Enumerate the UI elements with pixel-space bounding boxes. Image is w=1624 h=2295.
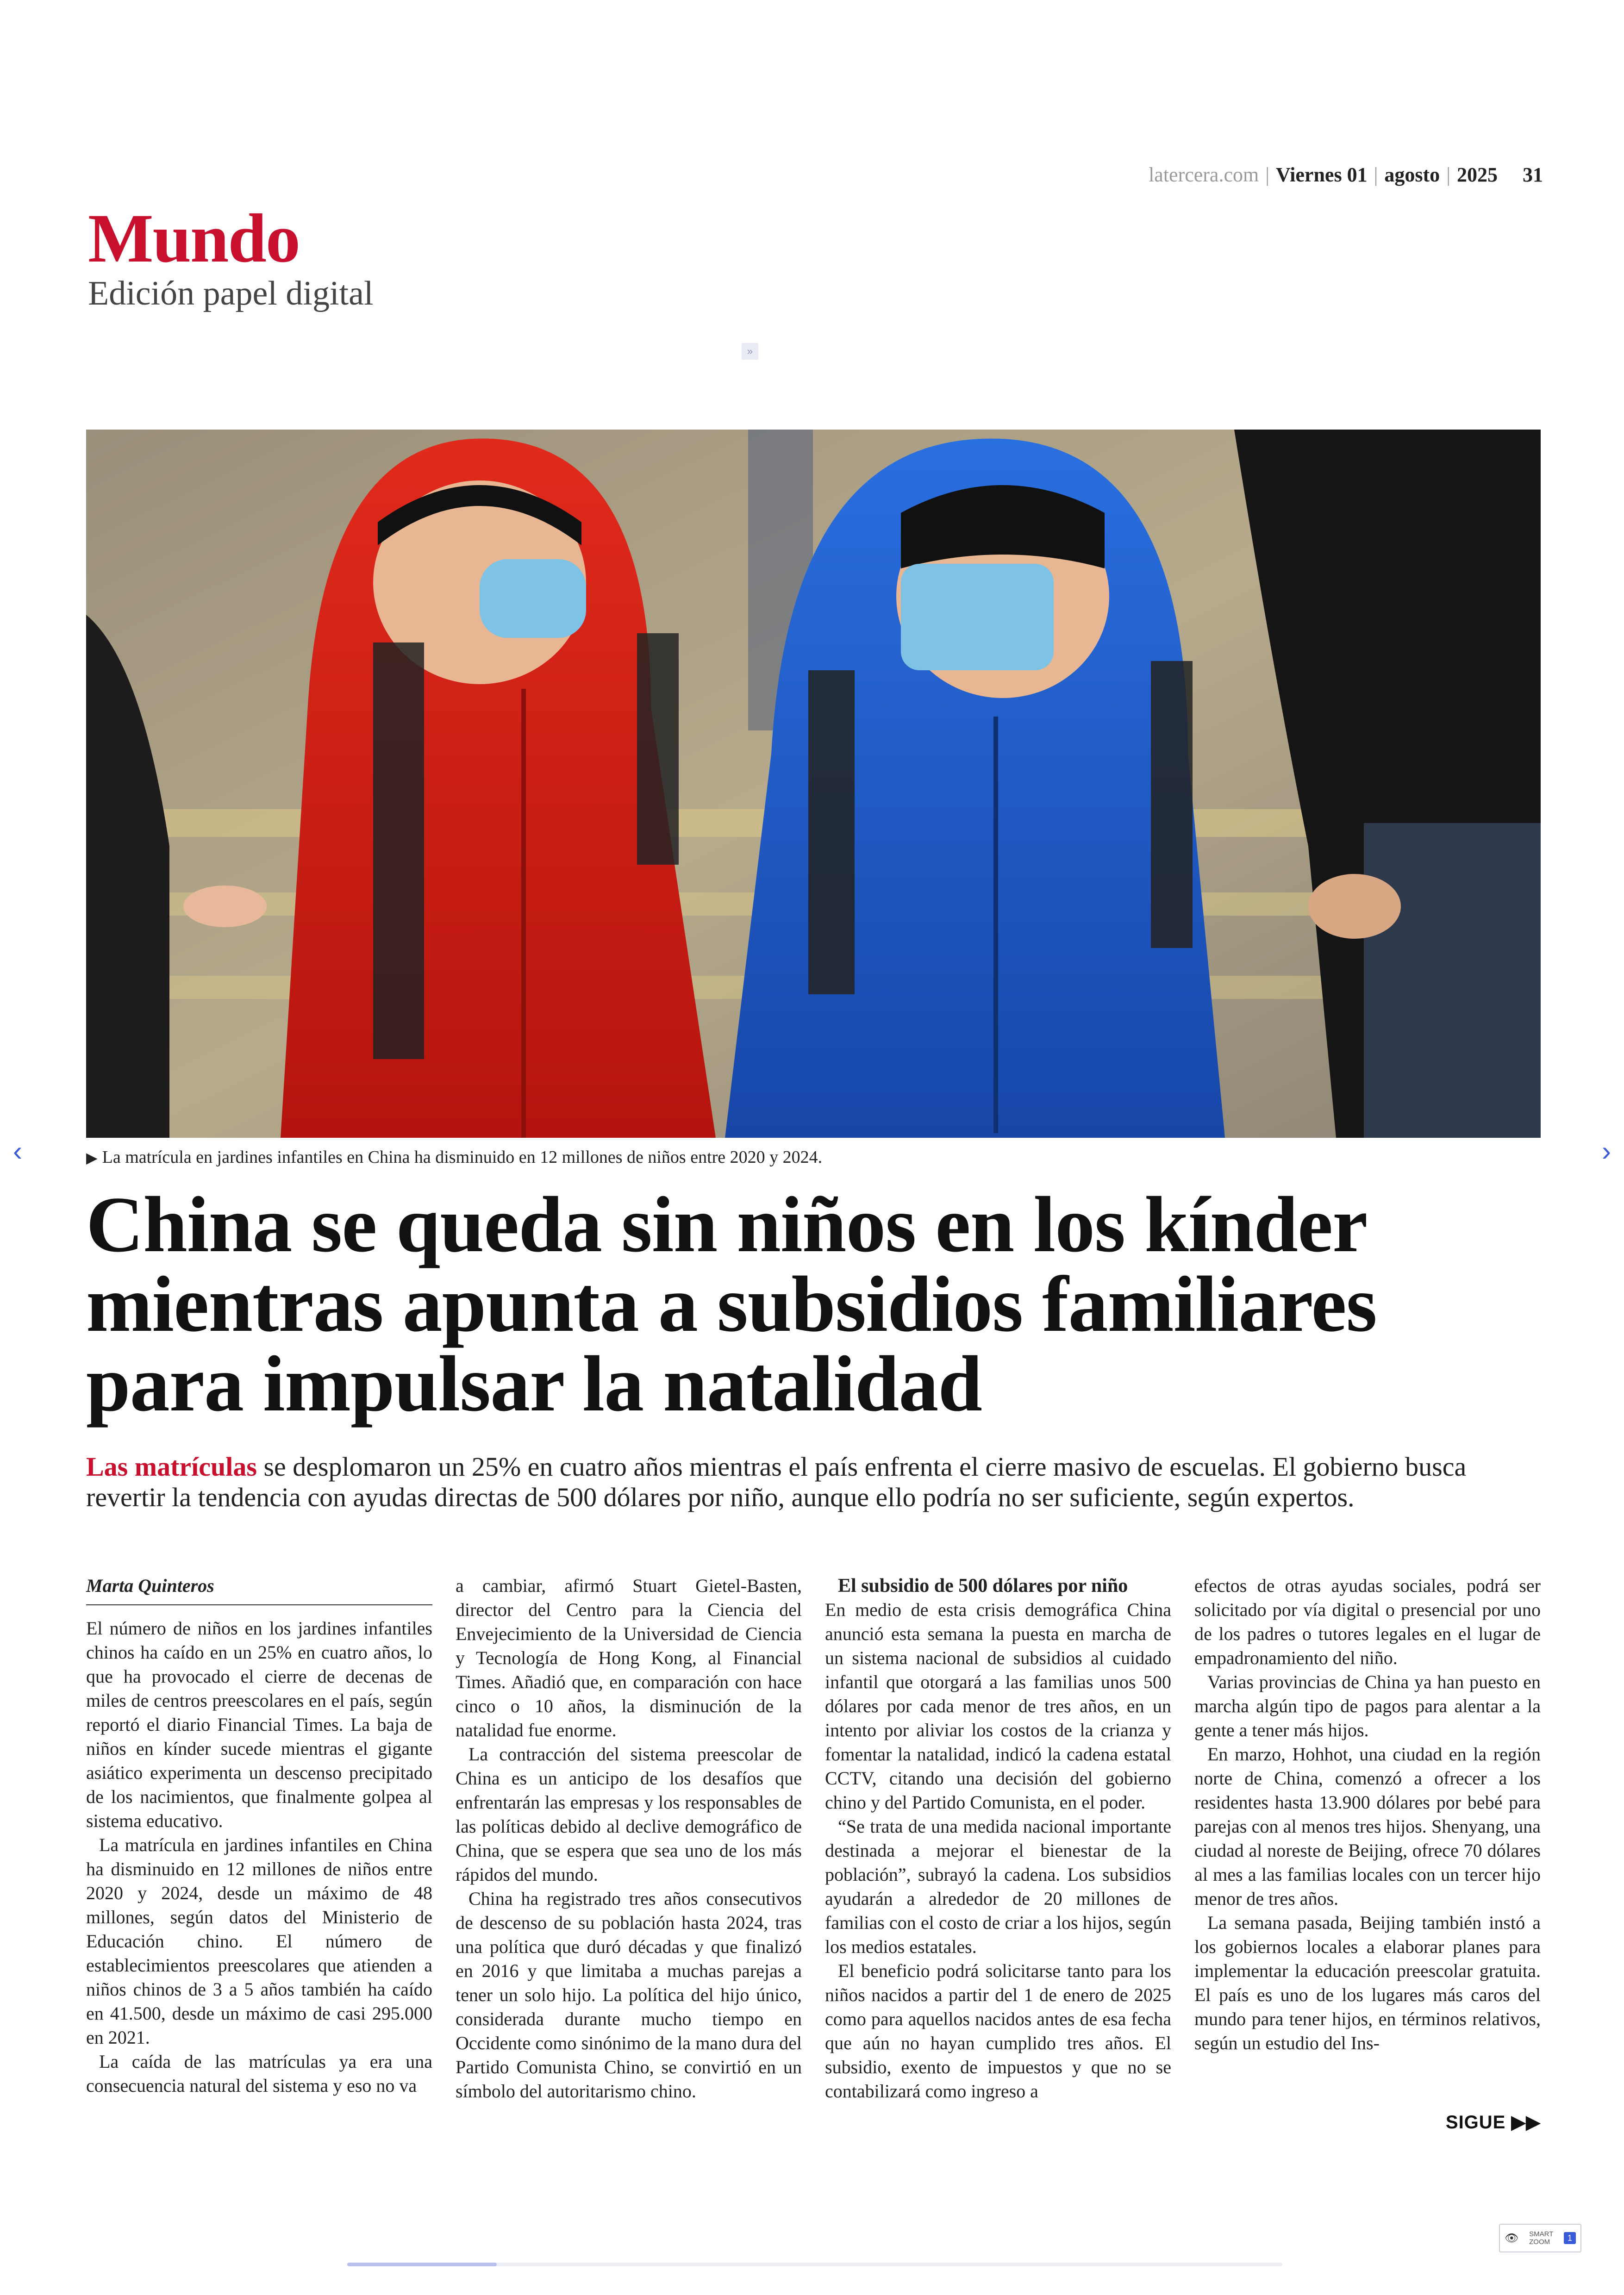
paragraph: La matrícula en jardines infantiles en China ha disminuido en 12 millones de niños entre 2020 y 2024, desde un máximo de 48 millones, según datos del Ministerio de Educación chino. El número de establecimientos preescolares que atienden a niños chinos de 3 a 5 años también ha caído en 41.500, desde un máximo de casi 295.000 en 2021. bbox=[86, 1834, 432, 2048]
eye-icon: 👁 bbox=[1505, 2232, 1519, 2245]
folio-year: 2025 bbox=[1457, 163, 1498, 186]
caption-text: La matrícula en jardines infantiles en China ha disminuido en 12 millones de niños entre 2020 y 2024. bbox=[102, 1148, 823, 1167]
paragraph: a cambiar, afirmó Stuart Gietel-Basten, director del Centro para la Ciencia del Envejecimiento de la Universidad de Ciencia y Tecnología de Hong Kong, al Financial Times. Añadió que, en comparación con hace cinco o 10 años, la disminución de la natalidad fue enorme. bbox=[456, 1575, 802, 1740]
folio-separator: | bbox=[1374, 163, 1378, 186]
folio-separator: | bbox=[1265, 163, 1270, 186]
paragraph: Varias provincias de China ya han puesto en marcha algún tipo de pagos para alentar a la gente a tener más hijos. bbox=[1194, 1671, 1541, 1740]
photo-caption bbox=[86, 1147, 822, 1167]
folio-day: Viernes 01 bbox=[1276, 163, 1368, 186]
paragraph: En medio de esta crisis demográfica China anunció esta semana la puesta en marcha de un sistema nacional de subsidios al cuidado infantil que otorgará a las familias unos 500 dólares por cada menor de tres años, en un intento por aliviar los costos de la crianza y fomentar la natalidad, indicó la cadena estatal CCTV, citando una decisión del gobierno chino y del Partido Comunista, en el poder. bbox=[825, 1599, 1171, 1813]
paragraph: “Se trata de una medida nacional importante destinada a mejorar el bienestar de la población”, subrayó la cadena. Los subsidios ayudarán a alrededor de 20 millones de familias con el costo de criar a los hijos, según los medios estatales. bbox=[825, 1816, 1171, 1957]
deck-lead: Las matrículas bbox=[86, 1452, 257, 1482]
deck-body: se desplomaron un 25% en cuatro años mientras el país enfrenta el cierre masivo de escuelas. El gobierno busca revertir la tendencia con ayudas directas de 500 dólares por niño, aunque ello podría no ser suficiente, según expertos. bbox=[86, 1452, 1467, 1512]
caption-arrow-icon: ▶ bbox=[86, 1149, 98, 1166]
page-folio bbox=[1149, 163, 1543, 187]
text-column-2 bbox=[456, 1574, 802, 2103]
section-title: Mundo bbox=[88, 200, 300, 277]
smart-zoom-badge: 1 bbox=[1564, 2232, 1576, 2244]
paragraph: efectos de otras ayudas sociales, podrá ser solicitado por vía digital o presencial por uno de los padres o tutores legales en el lugar de empadronamiento del niño. bbox=[1194, 1575, 1541, 1668]
text-column-1 bbox=[86, 1574, 432, 2098]
byline: Marta Quinteros bbox=[86, 1574, 432, 1605]
page-marker-icon[interactable]: » bbox=[742, 343, 758, 360]
paragraph: El número de niños en los jardines infantiles chinos ha caído en un 25% en cuatro años, lo que ha provocado el cierre de decenas de miles de centros preescolares en el país, según reportó el diario Financial Times. La baja de niños en kínder sucede mientras el gigante asiático experimenta un descenso precipitado de los nacimientos, que finalmente golpea al sistema educativo. bbox=[86, 1618, 432, 1831]
paragraph: La contracción del sistema preescolar de China es un anticipo de los desafíos que enfrentarán las empresas y los responsables de las políticas debido al declive demográfico de China, que se espera que sea uno de los más rápidos del mundo. bbox=[456, 1744, 802, 1885]
paragraph: El beneficio podrá solicitarse tanto para los niños nacidos a partir del 1 de enero de 2025 como para aquellos nacidos antes de esa fecha que aún no hayan cumplido tres años. El subsidio, exento de impuestos y que no se contabilizará como ingreso a bbox=[825, 1960, 1171, 2102]
paragraph: La semana pasada, Beijing también instó a los gobiernos locales a elaborar planes para implementar la educación preescolar gratuita. El país es uno de los lugares más caros del mundo para tener hijos, en términos relativos, según un estudio del Ins- bbox=[1194, 1912, 1541, 2053]
text-column-3 bbox=[825, 1574, 1171, 2103]
next-page-chevron-icon[interactable]: › bbox=[1602, 1135, 1611, 1166]
page-number: 31 bbox=[1523, 163, 1543, 186]
text-column-4 bbox=[1194, 1574, 1541, 2055]
edition-label: Edición papel digital bbox=[88, 274, 374, 312]
subheading: El subsidio de 500 dólares por niño bbox=[838, 1575, 1128, 1597]
smart-zoom-label: SMART ZOOM bbox=[1529, 2230, 1554, 2246]
article-photo bbox=[86, 430, 1541, 1138]
folio-separator: | bbox=[1446, 163, 1450, 186]
continue-label: SIGUE ▶▶ bbox=[1445, 2112, 1541, 2133]
article-body bbox=[86, 1574, 1541, 2139]
article-deck bbox=[86, 1452, 1544, 1513]
article-headline: China se queda sin niños en los kínder mientras apunta a subsidios familiares para impulsar la natalidad bbox=[86, 1181, 1377, 1428]
paragraph: China ha registrado tres años consecutivos de descenso de su población hasta 2024, tras una política que duró décadas y que finalizó en 2016 y que limitaba a muchas parejas a tener un solo hijo. La política del hijo único, considerada durante mucho tiempo en Occidente como sinónimo de la mano dura del Partido Comunista Chino, se convirtió en un símbolo del autoritarismo chino. bbox=[456, 1888, 802, 2102]
smart-zoom-button[interactable] bbox=[1499, 2224, 1581, 2252]
prev-page-chevron-icon[interactable]: ‹ bbox=[13, 1135, 22, 1166]
page-progress-fill bbox=[347, 2263, 497, 2266]
paragraph: La caída de las matrículas ya era una consecuencia natural del sistema y eso no va bbox=[86, 2051, 432, 2096]
paragraph: En marzo, Hohhot, una ciudad en la región norte de China, comenzó a ofrecer a los residentes hasta 13.900 dólares por bebé para parejas con al menos tres hijos. Shenyang, una ciudad al noreste de Beijing, ofrece 70 dólares al mes a las familias locales con un tercer hijo menor de tres años. bbox=[1194, 1744, 1541, 1909]
folio-month: agosto bbox=[1384, 163, 1440, 186]
site-name: latercera.com bbox=[1149, 163, 1259, 186]
page-progress-bar[interactable] bbox=[347, 2263, 1282, 2266]
